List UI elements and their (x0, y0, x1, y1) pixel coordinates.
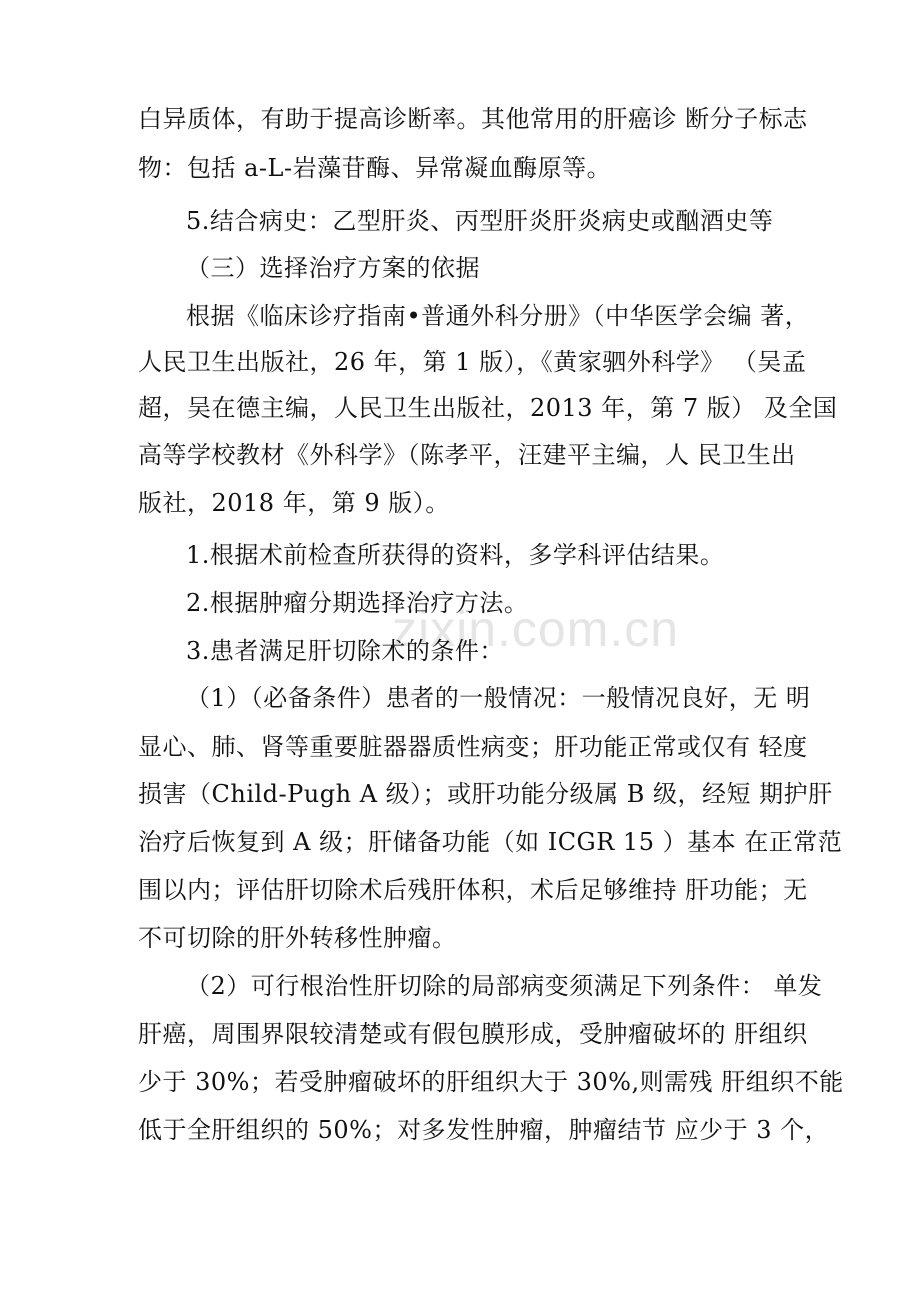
text-line-2: 物：包括 a-L-岩藻苷酶、异常凝血酶原等。 (138, 154, 612, 182)
text-line-14: 显心、肺、肾等重要脏器器质性病变；肝功能正常或仅有 轻度 (138, 733, 808, 761)
text-line-15: 损害（Child-Pugh A 级）；或肝功能分级属 B 级，经短 期护肝 (138, 780, 833, 808)
text-line-1: 白异质体，有助于提高诊断率。其他常用的肝癌诊 断分子标志 (138, 105, 808, 133)
section-heading: （三）选择治疗方案的依据 (186, 254, 480, 282)
text-line-10: 1.根据术前检查所获得的资料，多学科评估结果。 (186, 541, 725, 569)
text-line-3: 5.结合病史：乙型肝炎、丙型肝炎肝炎病史或酗酒史等 (186, 207, 774, 235)
text-line-18: 不可切除的肝外转移性肿瘤。 (138, 924, 457, 952)
text-line-8: 高等学校教材《外科学》（陈孝平，汪建平主编，人 民卫生出 (138, 441, 796, 469)
text-line-19: （2）可行根治性肝切除的局部病变须满足下列条件： 单发 (186, 972, 823, 1000)
text-line-11: 2.根据肿瘤分期选择治疗方法。 (186, 589, 529, 617)
text-line-17: 围以内；评估肝切除术后残肝体积，术后足够维持 肝功能；无 (138, 876, 808, 904)
text-line-20: 肝癌，周围界限较清楚或有假包膜形成，受肿瘤破坏的 肝组织 (138, 1020, 808, 1048)
watermark: zixin.com.cn (392, 601, 680, 657)
text-line-5: 根据《临床诊疗指南•普通外科分册》（中华医学会编 著， (186, 302, 810, 330)
text-line-22: 低于全肝组织的 50%；对多发性肿瘤，肿瘤结节 应少于 3 个， (138, 1116, 830, 1144)
text-line-9: 版社，2018 年，第 9 版）。 (138, 489, 450, 517)
text-line-7: 超，吴在德主编，人民卫生出版社，2013 年，第 7 版） 及全国 (138, 394, 838, 422)
text-line-6: 人民卫生出版社，26 年，第 1 版），《黄家驷外科学》 （吴孟 (138, 348, 807, 376)
text-line-13: （1）（必备条件）患者的一般情况：一般情况良好，无 明 (186, 684, 811, 712)
text-line-21: 少于 30%；若受肿瘤破坏的肝组织大于 30%,则需残 肝组织不能 (138, 1068, 844, 1096)
text-line-16: 治疗后恢复到 A 级；肝储备功能（如 ICGR 15 ）基本 在正常范 (138, 828, 843, 856)
text-line-12: 3.患者满足肝切除术的条件： (186, 637, 504, 665)
